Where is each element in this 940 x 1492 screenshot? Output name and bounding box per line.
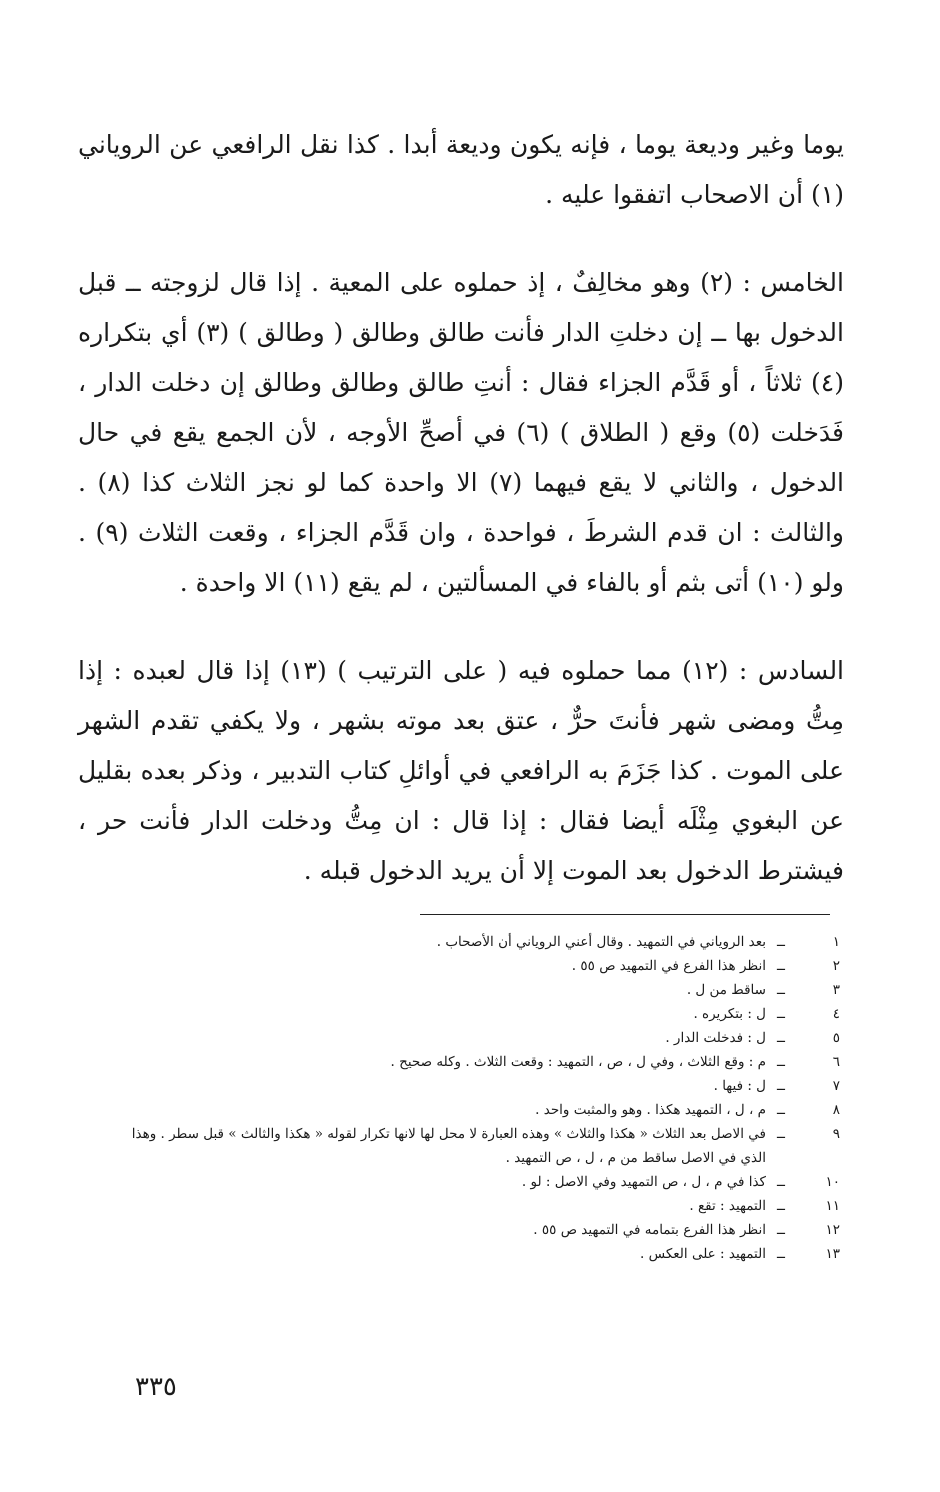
footnote [60,1002,840,1026]
footnote-dash: ــ [777,1054,785,1070]
footnote-number: ١ [832,934,840,950]
footnote-number: ٥ [832,1030,840,1046]
footnote-dash: ــ [777,1174,785,1190]
footnote [60,978,840,1002]
paragraph: الخامس : (٢) وهو مخالِفٌ ، إذ حملوه على المعية . إذا قال لزوجته ــ قبل الدخول بها ــ إن دخلتِ الدار فأنت طالق وطالق ( وطالق ) (٣) أي بتكراره (٤) ثلاثاً ، أو قَدَّم الجزاء فقال : أنتِ طالق وطالق وطالق إن دخلت الدار ، فَدَخلت (٥) وقع ( الطلاق ) (٦) في أصحِّ الأوجه ، لأن الجمع يقع في حال الدخول ، والثاني لا يقع فيهما (٧) الا واحدة كما لو نجز الثلاث كذا (٨) . والثالث : ان قدم الشرطَ ، فواحدة ، وان قَدَّم الجزاء ، وقعت الثلاث (٩) . ولو (١٠) أتى بثم أو بالفاء في المسألتين ، لم يقع (١١) الا واحدة . [78,268,845,597]
page-number: ٣٣٥ [135,1372,177,1402]
footnote-dash: ــ [777,1102,785,1118]
footnote-text: ل : فيها . [713,1078,766,1094]
footnote-text: التمهيد : على العكس . [640,1246,766,1262]
footnote-number: ٨ [832,1102,840,1118]
footnote-number: ٤ [832,1006,840,1022]
footnote-text: ساقط من ل . [686,982,766,998]
footnotes [60,930,840,1266]
footnote-text: بعد الروياني في التمهيد . وقال أعني الروياني أن الأصحاب . [436,934,766,950]
footnote-dash: ــ [777,1198,785,1214]
footnote-dash: ــ [777,934,785,950]
footnote [60,1074,840,1098]
footnote-number: ١٢ [825,1222,840,1238]
footnote-divider [420,914,830,915]
footnote [60,1218,840,1242]
paragraph: يوما وغير وديعة يوما ، فإنه يكون وديعة أبدا . كذا نقل الرافعي عن الروياني (١) أن الاصحاب اتفقوا عليه . [78,130,844,209]
footnote-dash: ــ [777,1030,785,1046]
footnote [60,1194,840,1218]
footnote-dash: ــ [777,1126,785,1142]
main-text [78,120,844,896]
footnote-number: ١٠ [825,1174,840,1190]
footnote-number: ٩ [832,1126,840,1142]
footnote-number: ٣ [832,982,840,998]
footnote-text: انظر هذا الفرع في التمهيد ص ٥٥ . [571,958,766,974]
footnote-text: انظر هذا الفرع بتمامه في التمهيد ص ٥٥ . [533,1222,766,1238]
footnote [60,1098,840,1122]
footnote-dash: ــ [777,1078,785,1094]
footnote-number: ٢ [832,958,840,974]
footnote-text: ل : فدخلت الدار . [665,1030,766,1046]
footnote [60,1170,840,1194]
footnote-number: ٦ [832,1054,840,1070]
footnote-text: ل : بتكريره . [693,1006,766,1022]
footnote-text: م : وقع الثلاث ، وفي ل ، ص ، التمهيد : وقعت الثلاث . وكله صحيح . [390,1054,766,1070]
footnote-text [60,1122,766,1170]
footnote-text: م ، ل ، التمهيد هكذا . وهو والمثبت واحد . [535,1102,766,1118]
footnote [60,930,840,954]
footnote-text: كذا في م ، ل ، ص التمهيد وفي الاصل : لو . [521,1174,766,1190]
footnote-text: التمهيد : تقع . [689,1198,766,1214]
footnote [60,1050,840,1074]
footnote-dash: ــ [777,958,785,974]
footnote [60,954,840,978]
footnote-number: ٧ [832,1078,840,1094]
footnote-number: ١١ [825,1198,840,1214]
footnote-dash: ــ [777,1006,785,1022]
footnote [60,1026,840,1050]
paragraph: السادس : (١٢) مما حملوه فيه ( على الترتيب ) (١٣) إذا قال لعبده : إذا مِتُّ ومضى شهر فأنتَ حرٌّ ، عتق بعد موته بشهر ، ولا يكفي تقدم الشهر على الموت . كذا جَزَمَ به الرافعي في أوائلِ كتاب التدبير ، وذكر بعده بقليل عن البغوي مِثْلَه أيضا فقال : إذا قال : ان مِتُّ ودخلت الدار فأنت حر ، فيشترط الدخول بعد الموت إلا أن يريد الدخول قبله . [78,656,845,885]
footnote-text-line: في الاصل بعد الثلاث « هكذا والثلاث » وهذه العبارة لا محل لها لانها تكرار لقوله « هكذا والثالث » قبل سطر . وهذا [131,1126,766,1142]
footnote-text-continuation: الذي في الاصل ساقط من م ، ل ، ص التمهيد . [505,1150,766,1166]
footnote-dash: ــ [777,1222,785,1238]
footnote-number: ١٣ [825,1246,840,1262]
footnote-dash: ــ [777,982,785,998]
footnote-dash: ــ [777,1246,785,1262]
footnote [60,1242,840,1266]
footnote [60,1122,840,1170]
